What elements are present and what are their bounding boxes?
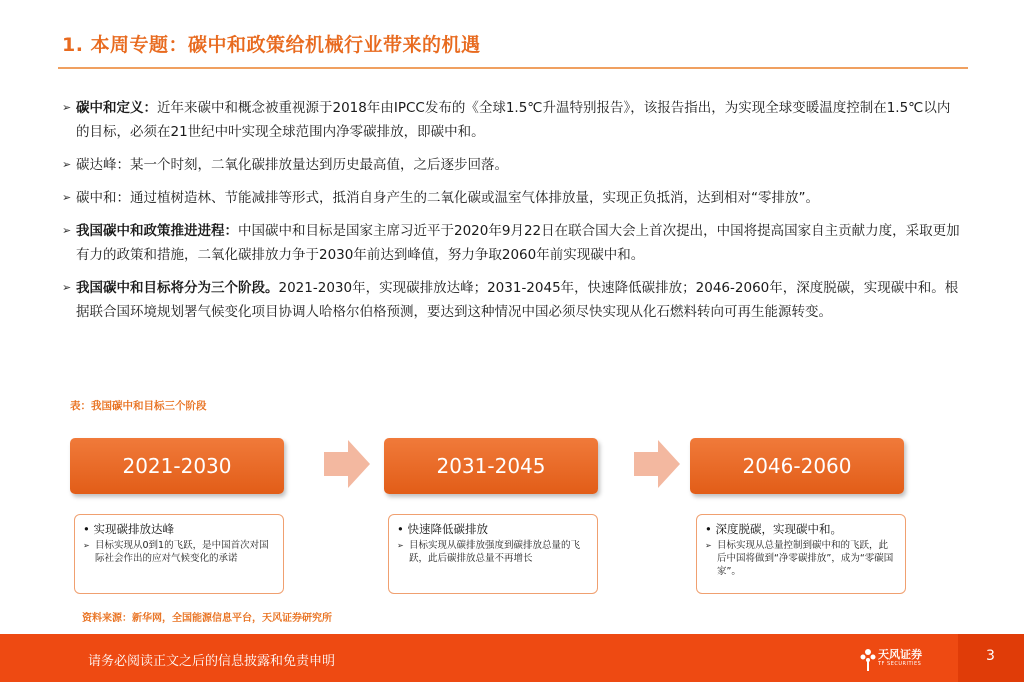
bullet-item bbox=[62, 219, 962, 267]
arrow-right-icon bbox=[634, 440, 680, 488]
stage-headline: • 快速降低碳排放 bbox=[397, 522, 488, 536]
bullet-text: 碳达峰：某一个时刻，二氧化碳排放量达到历史最高值，之后逐步回落。 bbox=[76, 157, 508, 173]
logo-subtitle: TF SECURITIES bbox=[878, 661, 922, 667]
bullet-text: 碳中和：通过植树造林、节能减排等形式，抵消自身产生的二氧化碳或温室气体排放量，实现正负抵消，达到相对“零排放”。 bbox=[76, 190, 819, 206]
bullet-item bbox=[62, 276, 962, 324]
bullet-item bbox=[62, 96, 962, 144]
stage-detail bbox=[705, 539, 897, 578]
stage-description bbox=[696, 514, 906, 594]
stage-period-box: 2031-2045 bbox=[384, 438, 598, 494]
disclaimer-text: 请务必阅读正文之后的信息披露和免责申明 bbox=[88, 654, 336, 669]
arrow-bullet-icon: ➢ bbox=[62, 158, 72, 171]
arrow-right-icon bbox=[324, 440, 370, 488]
stage-period-box: 2021-2030 bbox=[70, 438, 284, 494]
stage-description bbox=[388, 514, 598, 594]
arrow-bullet-icon: ➢ bbox=[83, 541, 90, 550]
stage-headline: • 实现碳排放达峰 bbox=[83, 522, 174, 536]
company-logo bbox=[860, 644, 940, 674]
bullet-list bbox=[62, 96, 962, 333]
arrow-bullet-icon: ➢ bbox=[62, 101, 72, 114]
flower-logo-icon bbox=[860, 646, 876, 672]
stage-period-box: 2046-2060 bbox=[690, 438, 904, 494]
bullet-item bbox=[62, 186, 962, 210]
bullet-text: 2021-2030年，实现碳排放达峰；2031-2045年，快速降低碳排放；2046-2060年，深度脱碳，实现碳中和。根据联合国环境规划署气候变化项目协调人哈格尔伯格预测，要达到这种情况中国必须尽快实现从化石燃料转向可再生能源转变。 bbox=[76, 280, 959, 320]
footer-bar bbox=[0, 634, 1024, 682]
stage-detail bbox=[397, 539, 589, 565]
title-divider bbox=[58, 67, 968, 69]
figure-source: 资料来源：新华网，全国能源信息平台，天风证券研究所 bbox=[82, 613, 332, 624]
bullet-term: 我国碳中和目标将分为三个阶段。 bbox=[76, 280, 279, 296]
arrow-bullet-icon: ➢ bbox=[397, 541, 404, 550]
stage-description bbox=[74, 514, 284, 594]
stage-detail-text: 目标实现从0到1的飞跃，是中国首次对国际社会作出的应对气候变化的承诺 bbox=[95, 540, 269, 564]
stage-detail bbox=[83, 539, 275, 565]
stage-headline: • 深度脱碳，实现碳中和。 bbox=[705, 522, 842, 536]
stage-detail-text: 目标实现从碳排放强度到碳排放总量的飞跃，此后碳排放总量不再增长 bbox=[409, 540, 581, 564]
arrow-bullet-icon: ➢ bbox=[62, 224, 72, 237]
bullet-text: 近年来碳中和概念被重视源于2018年由IPCC发布的《全球1.5℃升温特别报告》，该报告指出，为实现全球变暖温度控制在1.5℃以内的目标，必须在21世纪中叶实现全球范围内净零碳排放，即碳中和。 bbox=[76, 100, 951, 140]
figure-caption: 表：我国碳中和目标三个阶段 bbox=[70, 400, 207, 412]
logo-name: 天风证券 bbox=[878, 648, 922, 661]
page-number: 3 bbox=[986, 648, 995, 664]
stage-detail-text: 目标实现从总量控制到碳中和的飞跃，此后中国将做到“净零碳排放”，成为“零碳国家”。 bbox=[717, 540, 894, 577]
arrow-bullet-icon: ➢ bbox=[705, 541, 712, 550]
bullet-term: 碳中和定义： bbox=[76, 100, 157, 116]
page-title: 1. 本周专题：碳中和政策给机械行业带来的机遇 bbox=[62, 34, 481, 56]
bullet-item bbox=[62, 153, 962, 177]
bullet-term: 我国碳中和政策推进进程： bbox=[76, 223, 238, 239]
arrow-bullet-icon: ➢ bbox=[62, 191, 72, 204]
arrow-bullet-icon: ➢ bbox=[62, 281, 72, 294]
bullet-text: 中国碳中和目标是国家主席习近平于2020年9月22日在联合国大会上首次提出，中国将提高国家自主贡献力度，采取更加有力的政策和措施，二氧化碳排放力争于2030年前达到峰值，努力争取2060年前实现碳中和。 bbox=[76, 223, 960, 263]
